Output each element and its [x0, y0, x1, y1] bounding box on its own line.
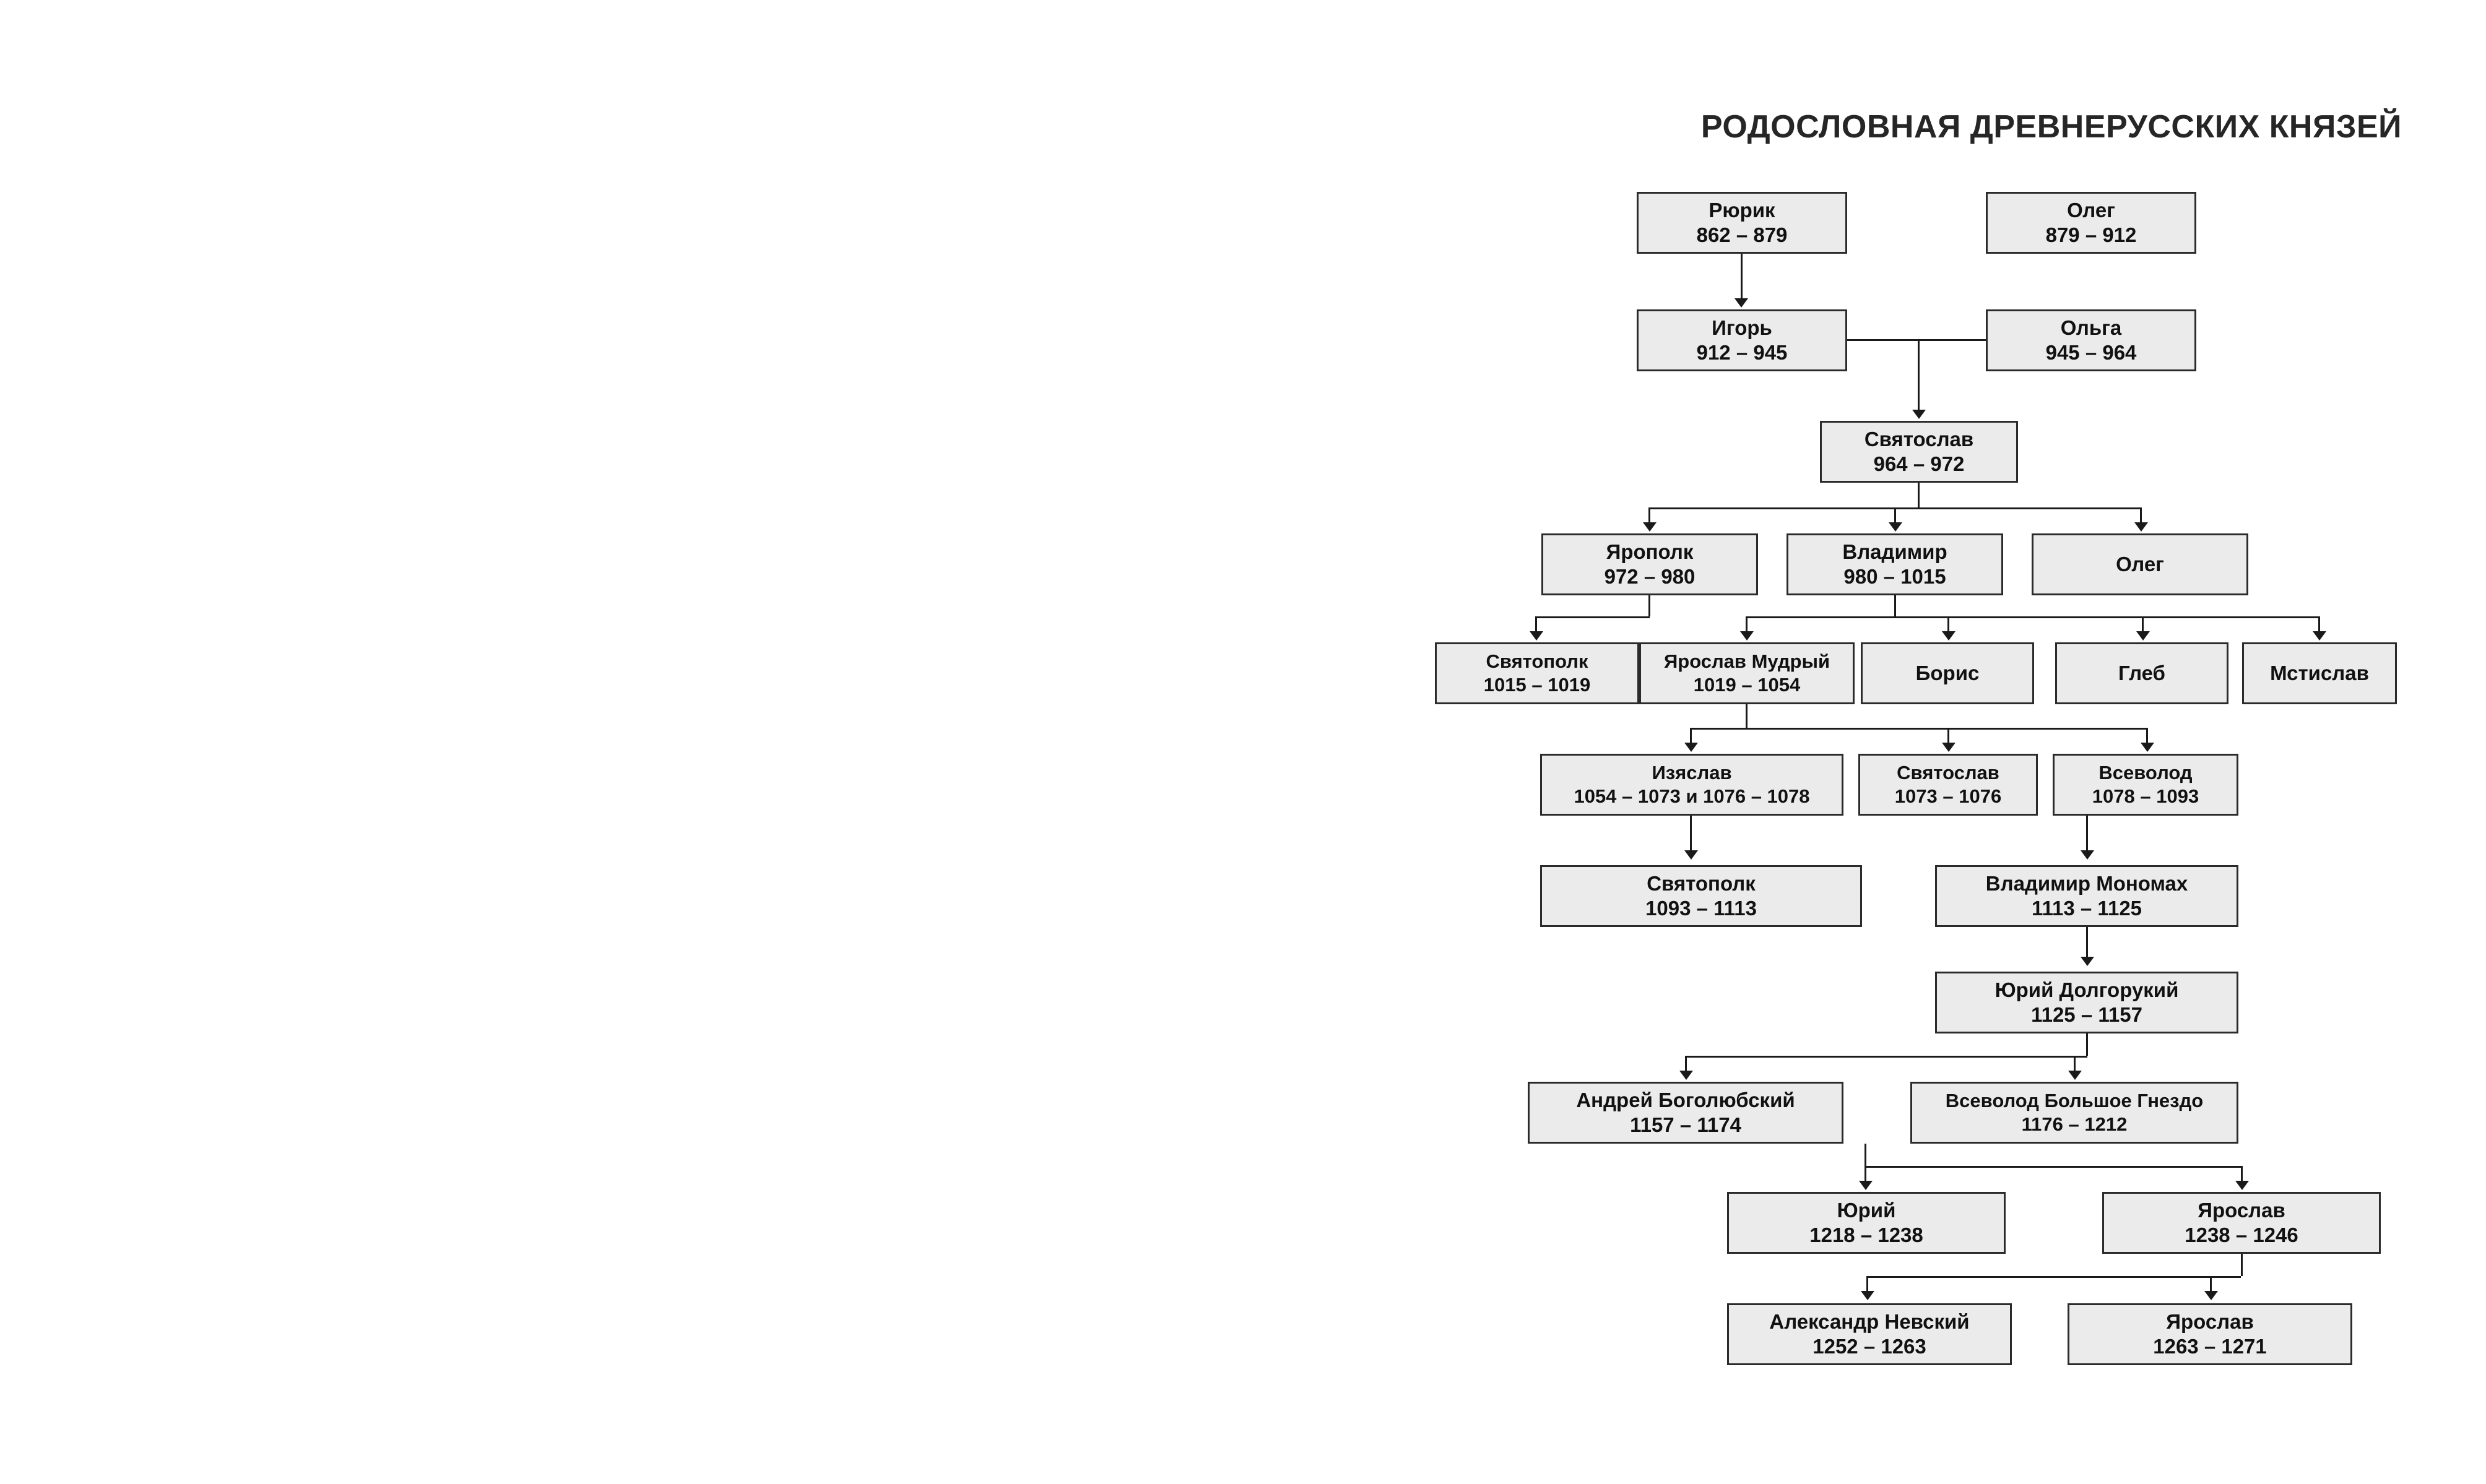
connector-rurik-igor	[1741, 254, 1743, 298]
arrowhead-nevsky	[1861, 1291, 1874, 1300]
connector-gnezdo-stem	[1864, 1144, 1866, 1166]
prince-reign-years: 1252 – 1263	[1813, 1335, 1926, 1358]
connector-to-boris	[1947, 616, 1949, 631]
connector-gnezdo-bus	[1864, 1166, 2242, 1168]
arrowhead-yaroslavm	[1740, 631, 1754, 641]
connector-to-nevsky	[1866, 1276, 1868, 1291]
prince-node-svyatoslav1[interactable]	[1820, 421, 2018, 483]
connector-to-bogolyubsky	[1685, 1056, 1687, 1071]
prince-name: Глеб	[2118, 661, 2165, 684]
prince-reign-years: 945 – 964	[2045, 341, 2137, 364]
connector-yaropolk-stem	[1648, 595, 1650, 616]
prince-node-svyatoslav2[interactable]	[1858, 754, 2038, 816]
prince-name: Борис	[1915, 661, 1980, 684]
arrowhead-igor	[1735, 298, 1748, 308]
prince-name: Святополк	[1647, 871, 1756, 895]
prince-name: Изяслав	[1652, 762, 1732, 784]
prince-node-yaroslav2[interactable]	[2068, 1303, 2352, 1365]
arrowhead-svyatopolk1	[1530, 631, 1543, 641]
prince-name: Ярополк	[1606, 540, 1694, 563]
prince-node-vladimir[interactable]	[1787, 533, 2003, 595]
connector-vladimir-bus	[1746, 616, 2320, 618]
prince-reign-years: 1125 – 1157	[2031, 1003, 2142, 1026]
arrowhead-bogolyubsky	[1679, 1071, 1693, 1080]
arrowhead-yaropolk	[1643, 522, 1657, 532]
prince-name: Олег	[2116, 552, 2164, 576]
prince-node-svyatopolk2[interactable]	[1540, 865, 1862, 927]
connector-to-vladimir	[1894, 507, 1896, 522]
prince-name: Святополк	[1486, 650, 1588, 673]
prince-reign-years: 1073 – 1076	[1894, 785, 2002, 807]
connector-yaroslav1-bus	[1866, 1276, 2241, 1278]
prince-reign-years: 1176 – 1212	[2021, 1113, 2128, 1135]
arrowhead-svyatoslav2	[1942, 743, 1955, 752]
connector-to-yaroslavm	[1746, 616, 1748, 631]
connector-izyaslav-svyatopolk2	[1690, 816, 1692, 850]
prince-node-rurik[interactable]	[1637, 192, 1847, 254]
prince-node-yaroslavm[interactable]	[1639, 642, 1855, 704]
connector-svyatoslav-stem	[1918, 483, 1920, 507]
connector-yaroslavm-stem	[1746, 704, 1748, 728]
prince-node-monomah[interactable]	[1935, 865, 2238, 927]
prince-name: Андрей Боголюбский	[1576, 1088, 1795, 1111]
connector-yaroslav1-stem	[2241, 1254, 2243, 1276]
arrowhead-yaroslav1	[2235, 1181, 2249, 1190]
connector-monomah-dolgoruky	[2086, 927, 2088, 957]
prince-reign-years: 1019 – 1054	[1693, 674, 1801, 696]
prince-reign-years: 1218 – 1238	[1809, 1223, 1923, 1246]
arrowhead-gleb	[2136, 631, 2150, 641]
prince-name: Юрий	[1837, 1198, 1896, 1222]
prince-name: Мстислав	[2270, 661, 2369, 684]
connector-dolgoruky-stem	[2086, 1033, 2088, 1056]
prince-node-yaroslav1[interactable]	[2102, 1192, 2381, 1254]
prince-name: Ярослав	[2166, 1309, 2254, 1333]
prince-node-yury[interactable]	[1727, 1192, 2006, 1254]
prince-name: Владимир Мономах	[1985, 871, 2188, 895]
prince-reign-years: 1263 – 1271	[2153, 1335, 2267, 1358]
arrowhead-bolshoegnezdo	[2068, 1071, 2082, 1080]
prince-node-boris[interactable]	[1861, 642, 2034, 704]
prince-name: Святослав	[1897, 762, 1999, 784]
prince-name: Святослав	[1864, 427, 1974, 451]
connector-to-svyatoslav2	[1947, 728, 1949, 743]
connector-yaroslavm-bus	[1690, 728, 2148, 730]
page-title: РОДОСЛОВНАЯ ДРЕВНЕРУССКИХ КНЯЗЕЙ	[1700, 109, 2402, 145]
connector-igor-right	[1847, 339, 1986, 341]
prince-node-svyatopolk1[interactable]	[1435, 642, 1639, 704]
prince-node-gleb[interactable]	[2055, 642, 2228, 704]
connector-to-yaroslav2	[2210, 1276, 2212, 1291]
prince-name: Олег	[2067, 198, 2115, 222]
prince-node-olga[interactable]	[1986, 309, 2196, 371]
prince-node-nevsky[interactable]	[1727, 1303, 2012, 1365]
prince-reign-years: 1093 – 1113	[1645, 897, 1757, 920]
arrowhead-yury	[1859, 1181, 1873, 1190]
connector-to-vsevolod	[2146, 728, 2148, 743]
prince-node-vsevolod[interactable]	[2053, 754, 2238, 816]
prince-name: Юрий Долгорукий	[1994, 978, 2179, 1001]
arrowhead-yaroslav2	[2204, 1291, 2218, 1300]
arrowhead-oleg2	[2134, 522, 2148, 532]
prince-reign-years: 972 – 980	[1604, 565, 1696, 588]
prince-reign-years: 1113 – 1125	[2031, 897, 2142, 920]
prince-node-bolshoegnezdo[interactable]	[1910, 1082, 2238, 1144]
connector-to-izyaslav	[1690, 728, 1692, 743]
prince-node-mstislav[interactable]	[2242, 642, 2397, 704]
prince-node-dolgoruky[interactable]	[1935, 972, 2238, 1033]
prince-node-izyaslav[interactable]	[1540, 754, 1843, 816]
arrowhead-mstislav	[2313, 631, 2326, 641]
connector-vladimir-stem	[1894, 595, 1896, 616]
arrowhead-svyatoslav	[1912, 410, 1926, 419]
prince-name: Ярослав	[2198, 1198, 2285, 1222]
connector-to-svyatopolk1	[1535, 616, 1537, 631]
prince-reign-years: 980 – 1015	[1843, 565, 1946, 588]
connector-to-yury	[1864, 1166, 1866, 1181]
connector-to-bolshoegnezdo	[2074, 1056, 2076, 1071]
connector-to-oleg2	[2140, 507, 2142, 522]
prince-reign-years: 1157 – 1174	[1630, 1113, 1741, 1136]
prince-reign-years: 1238 – 1246	[2185, 1223, 2298, 1246]
arrowhead-vsevolod	[2141, 743, 2154, 752]
connector-yaropolk-bus	[1535, 616, 1650, 618]
prince-reign-years: 879 – 912	[2045, 223, 2137, 246]
arrowhead-svyatopolk2	[1684, 850, 1698, 860]
connector-dolgoruky-bus	[1685, 1056, 2087, 1058]
prince-node-igor[interactable]	[1637, 309, 1847, 371]
prince-reign-years: 912 – 945	[1696, 341, 1788, 364]
connector-to-gleb	[2142, 616, 2144, 631]
prince-node-oleg2[interactable]	[2032, 533, 2248, 595]
prince-reign-years: 1015 – 1019	[1483, 674, 1591, 696]
arrowhead-izyaslav	[1684, 743, 1698, 752]
prince-name: Всеволод Большое Гнездо	[1945, 1090, 2204, 1112]
arrowhead-monomah	[2081, 850, 2094, 860]
connector-to-mstislav	[2318, 616, 2320, 631]
arrowhead-boris	[1942, 631, 1955, 641]
prince-node-bogolyubsky[interactable]	[1528, 1082, 1843, 1144]
prince-name: Игорь	[1712, 316, 1772, 339]
prince-name: Ярослав Мудрый	[1663, 650, 1830, 673]
connector-vsevolod-monomah	[2086, 816, 2088, 850]
prince-name: Рюрик	[1709, 198, 1775, 222]
prince-node-yaropolk[interactable]	[1541, 533, 1758, 595]
prince-node-oleg1[interactable]	[1986, 192, 2196, 254]
prince-name: Владимир	[1842, 540, 1947, 563]
arrowhead-dolgoruky	[2081, 957, 2094, 966]
connector-svyatoslav-down	[1918, 339, 1920, 410]
prince-reign-years: 1054 – 1073 и 1076 – 1078	[1574, 785, 1810, 807]
prince-name: Александр Невский	[1769, 1309, 1970, 1333]
connector-to-yaroslav1	[2241, 1166, 2243, 1181]
prince-reign-years: 1078 – 1093	[2092, 785, 2199, 807]
prince-name: Всеволод	[2098, 762, 2193, 784]
arrowhead-vladimir	[1889, 522, 1902, 532]
prince-reign-years: 862 – 879	[1696, 223, 1788, 246]
connector-to-yaropolk	[1648, 507, 1650, 522]
prince-name: Ольга	[2060, 316, 2122, 339]
prince-reign-years: 964 – 972	[1873, 452, 1965, 475]
